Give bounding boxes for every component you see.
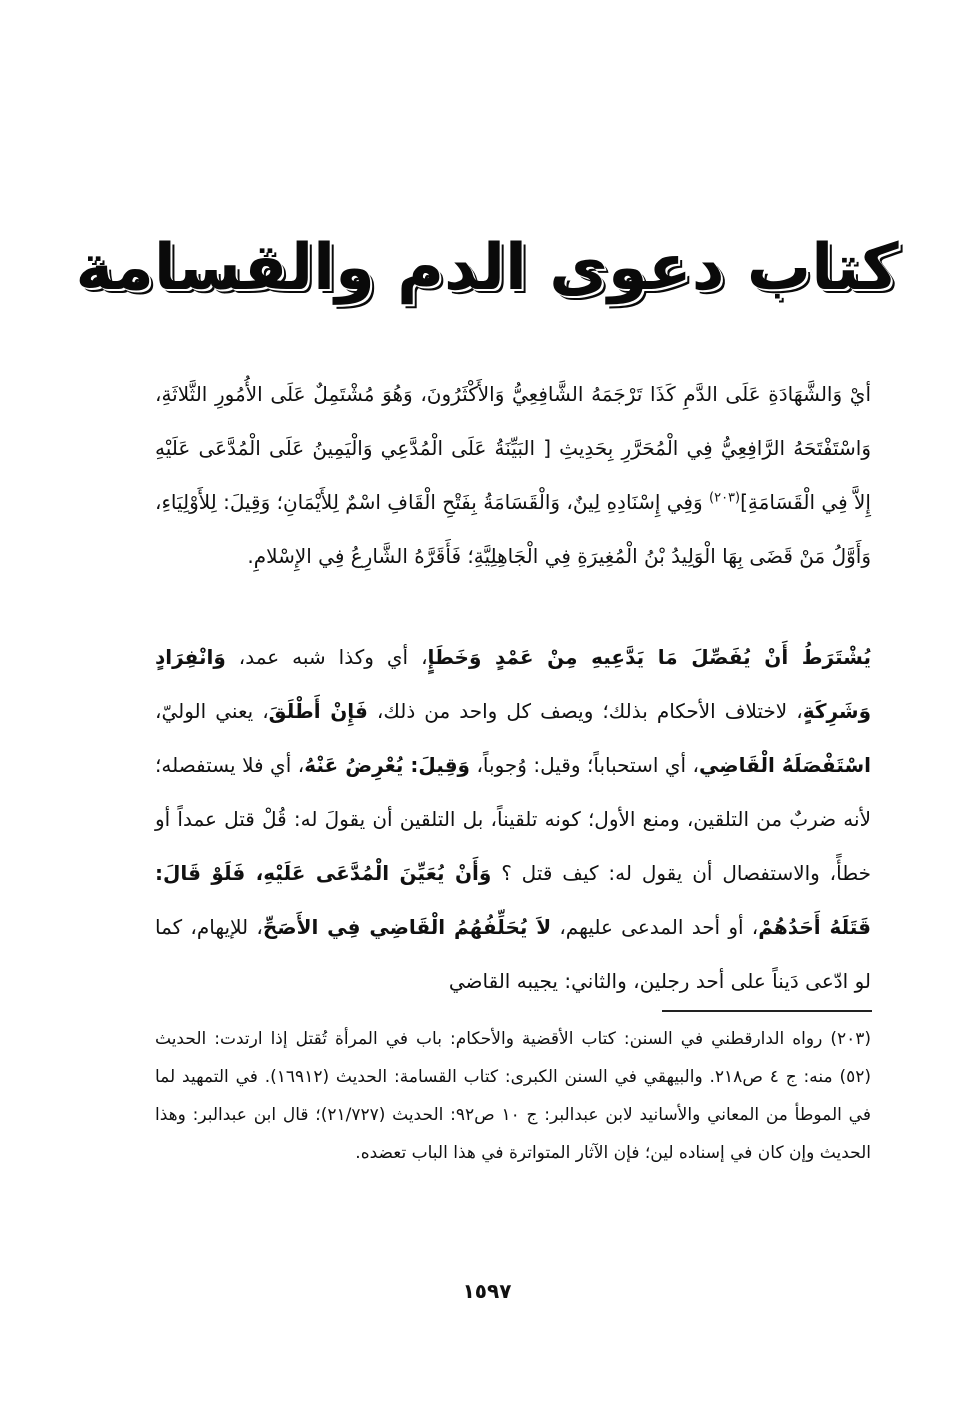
footnote-divider — [662, 1010, 872, 1012]
footnote-reference[interactable]: (٢٠٣) — [709, 490, 741, 506]
commentary-paragraph — [155, 630, 871, 1008]
sharh-segment: ، أو أحد المدعى عليهم، — [551, 915, 759, 939]
intro-text: أيْ وَالشَّهَادَةِ عَلَى الدَّمِ كَذَا تَرْجَمَهُ الشَّافِعِيُّ وَالأَكْثَرُونَ، وَهُوَ مُشْتَمِلٌ عَلَى الأُمُورِ الثَّلاثَةِ، وَاسْتَفْتَحَهُ الرَّافِعِيُّ فِي الْمُحَرَّرِ بِحَدِيثِ [ البَيِّنَةُ عَلَى الْمُدَّعِي وَالْيَمِينُ عَلَى الْمُدَّعَى عَلَيْهِ إِلاَّ فِي الْقَسَامَةِ] — [155, 382, 871, 514]
sharh-segment: ، أي وكذا شبه عمد، — [225, 645, 428, 669]
sharh-segment: ، أي استحباباً؛ وقيل: وُجوباً، — [469, 753, 700, 777]
intro-paragraph — [155, 367, 871, 583]
sharh-segment: ، لاختلاف الأحكام بذلك؛ ويصف كل واحد من ذلك، — [367, 699, 803, 723]
matn-segment: يُشْتَرَطُ أَنْ يُفَصِّلَ مَا يَدَّعِيهِ مِنْ عَمْدٍ وَخَطَإٍ — [427, 645, 871, 669]
matn-segment: وَانْفِرَادٍ وَشَرِكَةٍ — [155, 645, 872, 723]
page-number: ١٥٩٧ — [462, 1279, 512, 1303]
intro-text-continued: وَفِي إِسْنَادِهِ لِينٌ، وَالْقَسَامَةُ بِفَتْحِ الْقَافِ اسْمٌ لِلأَيْمَانِ؛ وَقِيلَ: لِلأَوْلِيَاءِ، وَأَوَّلُ مَنْ قَضَى بِهَا الْوَلِيدُ بْنُ الْمُغِيرَةِ فِي الْجَاهِلِيَّةِ؛ فَأَقَرَّهُ الشَّارِعُ فِي الإِسْلامِ. — [155, 490, 871, 568]
sharh-segment: ، أي فلا يستفصله؛ لأنه ضربٌ من التلقين، ومنع الأول؛ كونه تلقيناً، بل التلقين أن يقولَ له: قُلْ قتل عمداً أو خطأً، والاستفصال أن يقول له: كيف قتل ؟ — [155, 753, 872, 885]
chapter-title: كتاب دعوى الدم والقسامة — [75, 231, 899, 305]
matn-segment: وَأَنْ يُعَيِّنَ الْمُدَّعَى عَلَيْهِ، فَلَوْ قَالَ: قَتَلَهُ أَحَدُهُمْ — [155, 861, 872, 939]
matn-segment: وَقِيلَ: يُعْرِضُ عَنْهُ — [304, 753, 470, 777]
matn-segment: فَإِنْ أَطْلَقَ — [268, 699, 368, 723]
matn-segment: لاَ يُحَلِّفُهُمُ الْقَاضِي فِي الأَصَحِّ — [262, 915, 552, 939]
sharh-segment: ، للإيهام، كما لو ادّعى دَيناً على أحد رجلين، والثاني: يجيبه القاضي — [155, 915, 871, 993]
matn-segment: اسْتَفْصَلَهُ الْقَاضِي — [699, 753, 872, 777]
sharh-segment: ، يعني الوليّ، — [155, 699, 269, 723]
footnote-text: (٢٠٣) رواه الدارقطني في السنن: كتاب الأقضية والأحكام: باب في المرأة تُقتل إذا ارتدت: الحديث (٥٢) منه: ج ٤ ص٢١٨. والبيهقي في السنن الكبرى: كتاب القسامة: الحديث (١٦٩١٢). في التمهيد لما في الموطأ من المعاني والأسانيد لابن عبدالبر: ج ١٠ ص٩٢: الحديث (٢١/٧٢٧)؛ قال ابن عبدالبر: وهذا الحديث وإن كان في إسناده لين؛ فإن الآثار المتواترة في هذا الباب تعضده. — [155, 1029, 871, 1163]
